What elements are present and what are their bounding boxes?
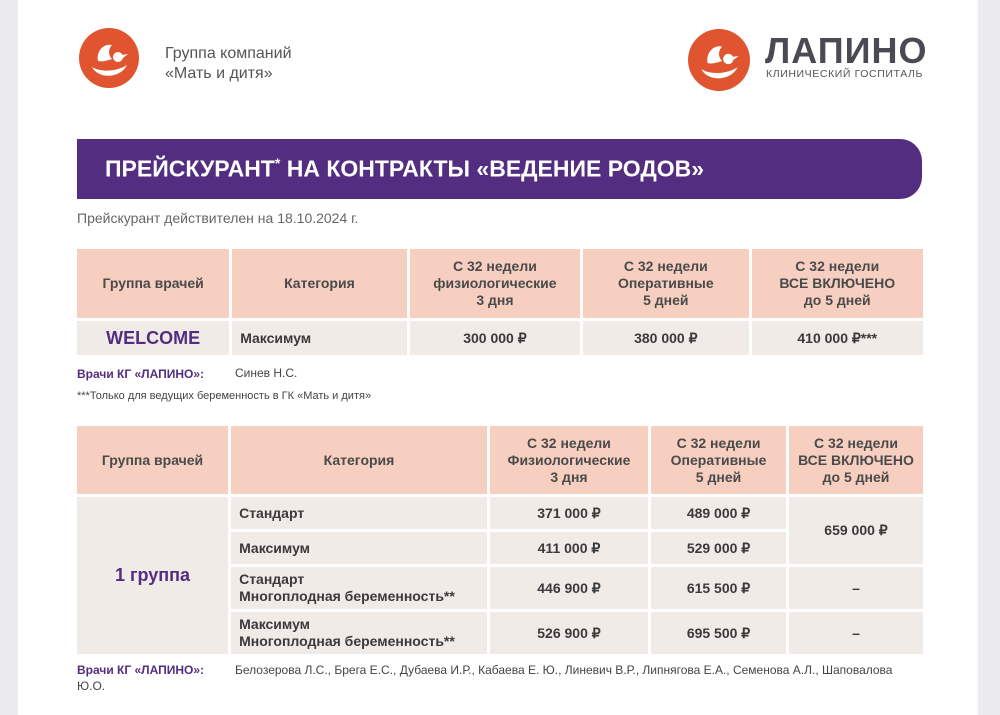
table-header-row (77, 426, 923, 494)
mother-child-logo-icon (78, 27, 140, 89)
doctors-label: Врачи КГ «ЛАПИНО»: (77, 663, 205, 677)
price-cell: 526 900 ₽ (490, 612, 648, 654)
group-of-companies-text (165, 44, 292, 84)
group-line-2: «Мать и дитя» (165, 65, 273, 82)
header-physiological: С 32 недели физиологические 3 дня (410, 249, 580, 318)
category-cell: Максимум (231, 532, 487, 564)
table-row (77, 321, 923, 355)
page-title-banner (77, 139, 922, 199)
header-category: Категория (232, 249, 407, 318)
price-cell: 489 000 ₽ (651, 497, 786, 529)
price-cell: 410 000 ₽*** (752, 321, 924, 355)
header-group: Группа врачей (77, 249, 229, 318)
category-cell: Стандарт Многоплодная беременность** (231, 567, 487, 609)
header-group: Группа врачей (77, 426, 228, 494)
brand-subtitle: КЛИНИЧЕСКИЙ ГОСПИТАЛЬ (766, 68, 924, 80)
price-cell: 529 000 ₽ (651, 532, 786, 564)
category-cell: Максимум Многоплодная беременность** (231, 612, 487, 654)
group-line-1: Группа компаний (165, 45, 292, 62)
group-cell: 1 группа (77, 497, 228, 654)
price-cell: 446 900 ₽ (490, 567, 648, 609)
price-cell: 300 000 ₽ (410, 321, 580, 355)
doctors-names-continued: Ю.О. (77, 679, 106, 693)
category-cell: Стандарт (231, 497, 487, 529)
group1-price-table (74, 423, 926, 657)
doctors-names: Синев Н.С. (235, 366, 298, 380)
title-asterisk: * (274, 155, 281, 172)
brand-name: ЛАПИНО (765, 30, 928, 71)
group-cell: WELCOME (77, 321, 229, 355)
price-cell: 615 500 ₽ (651, 567, 786, 609)
doctors-names: Белозерова Л.С., Брега Е.С., Дубаева И.Р., Кабаева Е. Ю., Линевич В.Р., Липнягова Е.А., Семенова А.Л., Шаповалова (235, 663, 893, 677)
validity-date: Прейскурант действителен на 18.10.2024 г. (77, 210, 359, 226)
category-cell: Максимум (232, 321, 407, 355)
welcome-price-table (74, 246, 926, 358)
header-operative: С 32 недели Оперативные 5 дней (651, 426, 786, 494)
price-cell: – (789, 612, 923, 654)
price-cell: 371 000 ₽ (490, 497, 648, 529)
page-title: ПРЕЙСКУРАНТ* НА КОНТРАКТЫ «ВЕДЕНИЕ РОДОВ» (105, 155, 705, 182)
doctors-label: Врачи КГ «ЛАПИНО»: (77, 367, 205, 381)
header-physiological: С 32 недели Физиологические 3 дня (490, 426, 648, 494)
table-row (77, 497, 923, 529)
price-cell: 411 000 ₽ (490, 532, 648, 564)
header-all-inclusive: С 32 недели ВСЕ ВКЛЮЧЕНО до 5 дней (789, 426, 923, 494)
price-cell: 695 500 ₽ (651, 612, 786, 654)
header-category: Категория (231, 426, 487, 494)
header-operative: С 32 недели Оперативные 5 дней (583, 249, 748, 318)
price-cell: 380 000 ₽ (583, 321, 748, 355)
price-cell: 659 000 ₽ (789, 497, 923, 564)
footnote: ***Только для ведущих беременность в ГК «Мать и дитя» (77, 390, 372, 402)
header-all-inclusive: С 32 недели ВСЕ ВКЛЮЧЕНО до 5 дней (752, 249, 924, 318)
table-header-row (77, 249, 923, 318)
lapino-logo-icon (687, 28, 751, 92)
price-cell: – (789, 567, 923, 609)
